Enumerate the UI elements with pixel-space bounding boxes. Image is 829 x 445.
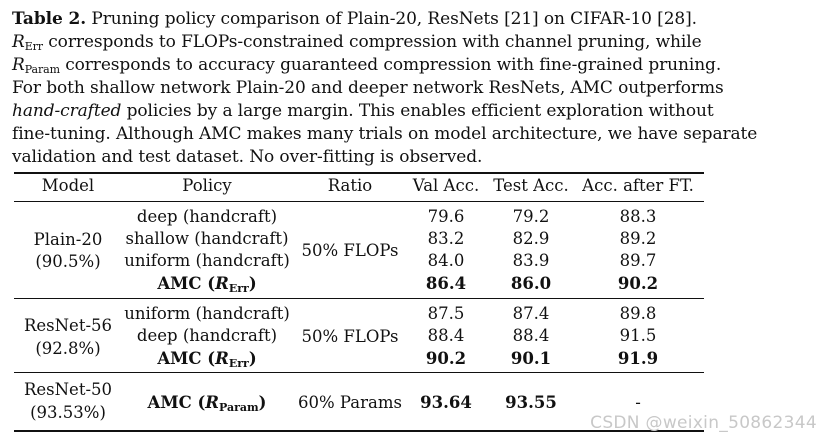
caption-sentence-7: validation and test dataset. No over-fitting is observed. (12, 147, 483, 167)
caption-var-r-param: R (12, 55, 25, 75)
val-acc-cell: 86.4 (425, 274, 467, 293)
caption-sentence-6: fine-tuning. Although AMC makes many trials on model architecture, we have separate (12, 124, 758, 144)
caption-sentence-4: For both shallow network Plain-20 and deeper network ResNets, AMC outperforms (12, 78, 724, 98)
caption-sentence-1: Pruning policy comparison of Plain-20, ResNets [21] on CIFAR-10 [28]. (86, 9, 697, 29)
amc-var: R (215, 274, 229, 293)
test-acc-cell: 79.2 (512, 207, 550, 226)
val-acc-cell: 88.4 (427, 326, 465, 345)
resnet56-model-name: ResNet-56 (23, 316, 113, 335)
header-test-acc: Test Acc. (493, 176, 569, 195)
test-acc-cell: 88.4 (512, 326, 550, 345)
amc-var: R (205, 393, 219, 412)
table-section-rule-2 (14, 372, 704, 373)
resnet56-ratio: 50% FLOPs (301, 327, 399, 346)
amc-policy-cell (157, 273, 256, 295)
val-acc-cell: 90.2 (425, 349, 467, 368)
resnet50-ratio: 60% Params (298, 393, 402, 412)
ft-acc-cell: 91.5 (619, 326, 657, 345)
policy-cell: uniform (handcraft) (124, 304, 290, 323)
caption-var-r-err: R (12, 32, 25, 52)
ft-acc-cell: 89.8 (619, 304, 657, 323)
table-section-rule-1 (14, 298, 704, 299)
ft-acc-cell: 89.7 (619, 251, 657, 270)
table-top-rule (14, 172, 704, 174)
header-val-acc: Val Acc. (412, 176, 480, 195)
test-acc-cell: 93.55 (505, 393, 557, 412)
header-model: Model (41, 176, 95, 195)
test-acc-cell: 82.9 (512, 229, 550, 248)
amc-sub: Err (228, 357, 249, 370)
header-ratio: Ratio (327, 176, 373, 195)
table-header-rule (14, 201, 704, 202)
ft-acc-cell: 90.2 (617, 274, 659, 293)
test-acc-cell: 90.1 (510, 349, 552, 368)
policy-cell: uniform (handcraft) (124, 251, 290, 270)
amc-close: ) (258, 393, 267, 412)
resnet56-model-acc: (92.8%) (35, 339, 101, 358)
amc-policy-cell (157, 348, 256, 370)
table-caption (12, 8, 812, 169)
caption-italic-handcrafted: hand-crafted (12, 101, 122, 121)
test-acc-cell: 83.9 (512, 251, 550, 270)
amc-label: AMC ( (157, 274, 216, 293)
val-acc-cell: 79.6 (427, 207, 465, 226)
resnet50-model-acc: (93.53%) (30, 403, 106, 422)
amc-policy-cell (148, 392, 267, 414)
amc-label: AMC ( (157, 349, 216, 368)
val-acc-cell: 87.5 (427, 304, 465, 323)
policy-cell: deep (handcraft) (136, 207, 278, 226)
resnet50-model-name: ResNet-50 (23, 380, 113, 399)
val-acc-cell: 84.0 (427, 251, 465, 270)
ft-acc-cell: 89.2 (619, 229, 657, 248)
amc-sub: Err (228, 282, 249, 295)
policy-cell: shallow (handcraft) (125, 229, 289, 248)
ft-acc-cell: 88.3 (619, 207, 657, 226)
caption-sentence-3: corresponds to accuracy guaranteed compression with fine-grained pruning. (59, 55, 722, 75)
test-acc-cell: 86.0 (510, 274, 552, 293)
val-acc-cell: 83.2 (427, 229, 465, 248)
amc-var: R (215, 349, 229, 368)
caption-sub-param: Param (24, 63, 60, 76)
test-acc-cell: 87.4 (512, 304, 550, 323)
caption-sub-err: Err (24, 40, 43, 53)
plain20-ratio: 50% FLOPs (301, 241, 399, 260)
amc-label: AMC ( (147, 393, 206, 412)
policy-cell: deep (handcraft) (136, 326, 278, 345)
watermark-text: CSDN @weixin_50862344 (590, 413, 817, 433)
plain20-model-acc: (90.5%) (35, 252, 101, 271)
header-acc-after-ft: Acc. after FT. (582, 176, 694, 195)
plain20-model-name: Plain-20 (33, 230, 103, 249)
ft-acc-cell: - (635, 393, 641, 412)
caption-sentence-2: corresponds to FLOPs-constrained compression with channel pruning, while (42, 32, 702, 52)
amc-close: ) (248, 274, 257, 293)
caption-sentence-5: policies by a large margin. This enables efficient exploration without (121, 101, 714, 121)
val-acc-cell: 93.64 (420, 393, 472, 412)
header-policy: Policy (182, 176, 232, 195)
caption-label: Table 2. (12, 9, 87, 29)
amc-sub: Param (218, 401, 259, 414)
ft-acc-cell: 91.9 (617, 349, 659, 368)
amc-close: ) (248, 349, 257, 368)
